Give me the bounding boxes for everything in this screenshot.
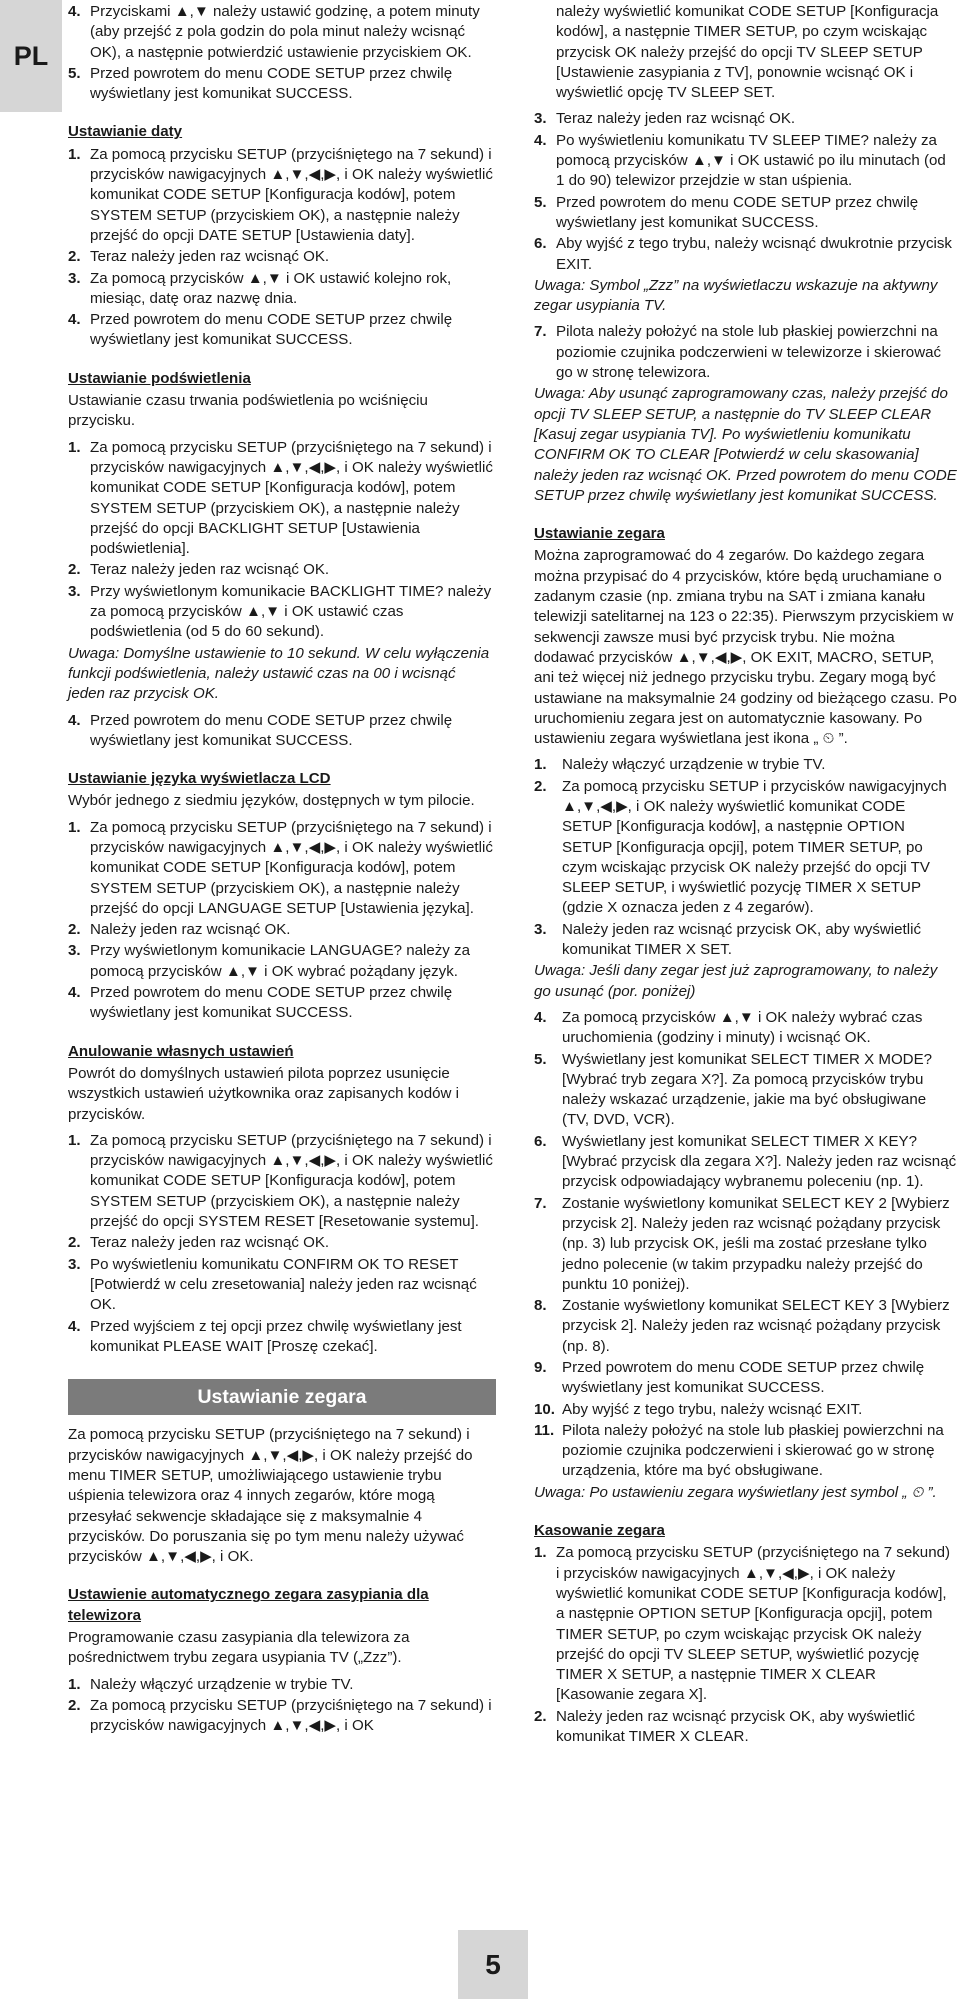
list-item [534, 1358, 957, 1399]
list-item [534, 234, 957, 275]
left-column [68, 2, 496, 1738]
list-item [68, 983, 496, 1024]
step-number: 4. [68, 311, 81, 329]
step-text: Teraz należy jeden raz wcisnąć OK. [90, 561, 330, 579]
list-item [68, 711, 496, 752]
step-text: Należy włączyć urządzenie w trybie TV. [90, 1675, 354, 1693]
step-text: Teraz należy jeden raz wcisnąć OK. [90, 248, 330, 266]
section-heading-date: Ustawianie daty [68, 123, 183, 141]
list-item [68, 1696, 496, 1737]
list-item [534, 322, 957, 383]
step-number: 7. [534, 1194, 547, 1212]
list-item [534, 131, 957, 192]
list-item [68, 941, 496, 982]
step-text: Przed powrotem do menu CODE SETUP przez chwilę wyświetlany jest komunikat SUCCESS. [90, 311, 453, 349]
step-text: Przed powrotem do menu CODE SETUP przez chwilę wyświetlany jest komunikat SUCCESS. [90, 984, 453, 1022]
note-text: Uwaga: Symbol „Zzz” na wyświetlaczu wskazuje na aktywny zegar usypiania TV. [534, 276, 938, 315]
list-item [68, 1317, 496, 1358]
step-number: 3. [68, 942, 81, 960]
step-text: Należy jeden raz wcisnąć przycisk OK, aby wyświetlić komunikat TIMER X SET. [562, 920, 922, 959]
sleep-steps [68, 1675, 496, 1737]
step-number: 2. [68, 561, 81, 579]
step-number: 1. [534, 756, 547, 774]
list-item [68, 582, 496, 643]
step-number: 2. [534, 1707, 547, 1725]
step-number: 11. [534, 1421, 555, 1439]
step-number: 1. [68, 145, 81, 163]
sleep-step-seven [534, 322, 957, 383]
step-number: 3. [68, 1255, 81, 1273]
list-item [68, 818, 496, 919]
timer-steps [534, 755, 957, 960]
step-number: 10. [534, 1400, 555, 1418]
right-column [534, 2, 957, 1748]
step-text: Pilota należy położyć na stole lub płaskiej powierzchni na poziomie czujnika podczerwieni w telewizorze i skierować go w stronę telewizora. [556, 323, 942, 382]
step-number: 2. [68, 1696, 81, 1714]
step-text: Za pomocą przycisków ▲,▼ i OK należy wybrać czas uruchomienia (godziny i minuty) i wcisnąć OK. [562, 1008, 923, 1047]
step-text: Należy jeden raz wcisnąć OK. [90, 921, 291, 939]
section-heading-clear: Kasowanie zegara [534, 1522, 665, 1540]
step-text: Przyciskami ▲,▼ należy ustawić godzinę, a potem minuty (aby przejść z pola godzin do pola minut należy wcisnąć OK), a następnie potwierdzić ustawienie przyciskiem OK. [90, 3, 480, 61]
step-text: Po wyświetleniu komunikatu TV SLEEP TIME? należy za pomocą przycisków ▲,▼ i OK ustawić po ilu minutach (od 1 do 90) telewizor przejdzie w stan uśpienia. [556, 131, 946, 190]
step-number: 2. [534, 777, 547, 795]
step-text: Wyświetlany jest komunikat SELECT TIMER X KEY? [Wybrać przycisk dla zegara X?]. Należy jeden raz wcisnąć przycisk odpowiadający wybranemu poleceniu (np. 1). [562, 1132, 957, 1191]
reset-steps [68, 1131, 496, 1357]
step-number: 4. [534, 1008, 547, 1026]
backlight-steps [68, 438, 496, 643]
step-number: 4. [68, 984, 81, 1002]
backlight-steps-final [68, 711, 496, 752]
step-number: 8. [534, 1297, 547, 1315]
section-heading-language: Ustawianie języka wyświetlacza LCD [68, 770, 331, 788]
step-text: Należy włączyć urządzenie w trybie TV. [562, 756, 826, 774]
timer-steps-2 [534, 1008, 957, 1482]
list-item [68, 1675, 496, 1695]
list-item [534, 1194, 957, 1295]
step-text: Za pomocą przycisku SETUP (przyciśniętego na 7 sekund) i przycisków nawigacyjnych ▲,▼,◀,▶, i OK [90, 1696, 492, 1735]
clock-intro: Za pomocą przycisku SETUP (przyciśniętego na 7 sekund) i przycisków nawigacyjnych ▲,▼,◀,▶, i OK należy przejść do menu TIMER SETUP, umożliwiającego ustawienie trybu uśpienia telewizora oraz 4 innych zegarów, które mogą przesyłać sekwencje składające się z maksymalnie 4 przycisków. Do poruszania się po tym menu należy używać przycisków ▲,▼,◀,▶, i OK. [68, 1426, 473, 1566]
step-number: 1. [68, 1675, 81, 1693]
language-tab [0, 0, 62, 112]
list-item [534, 1543, 957, 1705]
step-text: Przy wyświetlonym komunikacie LANGUAGE? należy za pomocą przycisków ▲,▼ i OK wybrać pożądany język. [90, 942, 470, 980]
step-text: Za pomocą przycisku SETUP i przycisków nawigacyjnych ▲,▼,◀,▶, i OK należy wyświetlić komunikat CODE SETUP [Konfiguracja kodów], a następnie OPTION SETUP [Konfiguracja opcji], potem TIMER SETUP, po czym wciskając przycisk OK należy przejść do opcji TV SLEEP SETUP, i wyświetlić pozycję TIMER X SETUP (gdzie X oznacza jeden z 4 zegarów). [562, 777, 947, 917]
section-heading-timer: Ustawianie zegara [534, 525, 665, 543]
step-text: Za pomocą przycisku SETUP (przyciśniętego na 7 sekund) i przycisków nawigacyjnych ▲,▼,◀,▶, i OK należy wyświetlić komunikat CODE SETUP [Konfiguracja kodów], potem SYSTEM SETUP (przyciskiem OK), a następnie należy przejść do opcji SYSTEM RESET [Resetowanie systemu]. [90, 1131, 493, 1231]
step-text: Zostanie wyświetlony komunikat SELECT KEY 3 [Wybierz przycisk 2]. Należy jeden raz wcisnąć pożądany przycisk (np. 8). [562, 1297, 950, 1355]
date-steps [68, 145, 496, 351]
step-text: Przed powrotem do menu CODE SETUP przez chwilę wyświetlany jest komunikat SUCCESS. [556, 193, 919, 231]
step-text: Teraz należy jeden raz wcisnąć OK. [90, 1234, 330, 1252]
step-text: Za pomocą przycisku SETUP (przyciśniętego na 7 sekund) i przycisków nawigacyjnych ▲,▼,◀,▶, i OK należy wyświetlić komunikat CODE SETUP [Konfiguracja kodów], a następnie OPTION SETUP [Konfiguracja opcji], potem TIMER SETUP, po czym wciskając przycisk OK należy przejść do opcji TV SLEEP SETUP, wyświetlić pozycję TIMER X SETUP, a następnie TIMER X CLEAR [Kasowanie zegara X]. [556, 1544, 951, 1704]
step-number: 6. [534, 1132, 547, 1150]
step-number: 2. [68, 248, 81, 266]
section-intro: Powrót do domyślnych ustawień pilota poprzez usunięcie wszystkich ustawień użytkownika oraz zapisanych kodów i przycisków. [68, 1064, 459, 1123]
section-intro: Ustawianie czasu trwania podświetlenia po wciśnięciu przycisku. [68, 392, 428, 430]
step-text: Aby wyjść z tego trybu, należy wcisnąć dwukrotnie przycisk EXIT. [556, 235, 952, 273]
list-item [534, 1132, 957, 1193]
list-item [534, 109, 957, 129]
step-text: Przy wyświetlonym komunikacie BACKLIGHT TIME? należy za pomocą przycisków ▲,▼ i OK ustawić czas podświetlenia (od 5 do 60 sekund). [90, 582, 492, 641]
step-text: Po wyświetleniu komunikatu CONFIRM OK TO RESET [Potwierdź w celu zresetowania] należy jeden raz wcisnąć OK. [90, 1255, 477, 1314]
step-number: 3. [534, 110, 547, 128]
step-number: 6. [534, 235, 547, 253]
list-item [68, 1255, 496, 1316]
list-item [534, 777, 957, 919]
list-item [534, 1421, 957, 1482]
language-tab-label: PL [13, 40, 49, 71]
step-number: 2. [68, 921, 81, 939]
step-text: Przed powrotem do menu CODE SETUP przez chwilę wyświetlany jest komunikat SUCCESS. [562, 1359, 925, 1397]
step-number: 1. [534, 1544, 547, 1562]
section-heading-sleep: Ustawienie automatycznego zegara zasypiania dla telewizora [68, 1586, 429, 1624]
sleep-steps-continued [534, 109, 957, 274]
step-text: Za pomocą przycisku SETUP (przyciśniętego na 7 sekund) i przycisków nawigacyjnych ▲,▼,◀,▶, i OK należy wyświetlić komunikat CODE SETUP [Konfiguracja kodów], potem SYSTEM SETUP (przyciskiem OK), a następnie należy przejść do opcji BACKLIGHT SETUP [Ustawienia podświetlenia]. [90, 438, 493, 558]
note-text: Uwaga: Aby usunąć zaprogramowany czas, należy przejść do opcji TV SLEEP SETUP, a następnie do TV SLEEP CLEAR [Kasuj zegar usypiania TV]. Po wyświetleniu komunikatu CONFIRM OK TO CLEAR [Potwierdź w celu skasowania] należy jeden raz wcisnąć OK. Przed powrotem do menu CODE SETUP przez chwilę wyświetlany jest komunikat SUCCESS. [534, 385, 957, 504]
step-text: Teraz należy jeden raz wcisnąć OK. [556, 110, 796, 128]
list-item [68, 247, 496, 267]
step-number: 5. [68, 64, 81, 82]
section-intro: Można zaprogramować do 4 zegarów. Do każdego zegara można przypisać do 4 przycisków, które będą uruchamiane o zadanym czasie (np. zmiana trybu na SAT i zmiana kanału telewizji satelitarnej na 123 o 22:35). Pierwszym przyciskiem w sekwencji zawsze musi być przycisk trybu. Nie można dodawać przycisków ▲,▼,◀,▶, OK EXIT, MACRO, SETUP, ani też więcej niż jednego przycisku trybu. Zegary mogą być ustawiane na maksymalnie 24 godziny od bieżącego czasu. Po uruchomieniu zegara jest on automatycznie kasowany. Po ustawieniu zegara wyświetlana jest ikona „ ⏲ ”. [534, 547, 957, 748]
page-number: 5 [485, 1948, 501, 1980]
language-steps [68, 818, 496, 1024]
clear-steps [534, 1543, 957, 1747]
section-heading-reset: Anulowanie własnych ustawień [68, 1042, 294, 1060]
sleep-step-continued: należy wyświetlić komunikat CODE SETUP [Konfiguracja kodów], a następnie TIMER SETUP, po czym wciskając przycisk OK należy przejść do opcji TV SLEEP SETUP [Ustawienie zasypiania z TV], ponownie wcisnąć OK i wyświetlić opcję TV SLEEP SET. [556, 3, 939, 102]
list-item [534, 1050, 957, 1131]
step-number: 5. [534, 193, 547, 211]
step-number: 4. [68, 3, 81, 20]
step-number: 1. [68, 818, 81, 836]
section-intro: Programowanie czasu zasypiania dla telewizora za pośrednictwem trybu zegara usypiania TV („Zzz”). [68, 1629, 410, 1667]
page-number-box [458, 1930, 528, 1999]
step-text: Za pomocą przycisku SETUP (przyciśniętego na 7 sekund) i przycisków nawigacyjnych ▲,▼,◀,▶, i OK należy wyświetlić komunikat CODE SETUP [Konfiguracja kodów], potem SYSTEM SETUP (przyciskiem OK), a następnie należy przejść do opcji LANGUAGE SETUP [Ustawienia języka]. [90, 818, 493, 917]
step-text: Przed wyjściem z tej opcji przez chwilę wyświetlany jest komunikat PLEASE WAIT [Proszę czekać]. [90, 1317, 462, 1355]
list-item [534, 193, 957, 234]
step-text: Pilota należy położyć na stole lub płaskiej powierzchni na poziomie czujnika podczerwieni i skierować go w stronę urządzenia, które ma być obsługiwane. [562, 1421, 944, 1480]
list-item [68, 310, 496, 351]
step-number: 1. [68, 1131, 81, 1149]
list-item [68, 145, 496, 246]
list-item [534, 1707, 957, 1748]
step-text: Przed powrotem do menu CODE SETUP przez chwilę wyświetlany jest komunikat SUCCESS. [90, 711, 453, 749]
time-steps-continued [68, 2, 496, 104]
step-text: Zostanie wyświetlony komunikat SELECT KEY 2 [Wybierz przycisk 2]. Należy jeden raz wcisnąć pożądany przycisk (np. 3) lub przycisk OK, jeśli ma zostać przesłane tylko jedno polecenie (w takim przypadku należy przejść do punktu 10 poniżej). [562, 1194, 950, 1293]
list-item [68, 1131, 496, 1232]
step-number: 4. [534, 131, 547, 149]
step-number: 4. [68, 1317, 81, 1335]
step-number: 9. [534, 1359, 547, 1376]
list-item [534, 1400, 957, 1420]
list-item [68, 1233, 496, 1253]
list-item [534, 755, 957, 775]
step-text: Aby wyjść z tego trybu, należy wcisnąć EXIT. [562, 1400, 863, 1418]
list-item [68, 269, 496, 310]
step-number: 2. [68, 1234, 81, 1252]
step-number: 5. [534, 1050, 547, 1068]
step-number: 1. [68, 438, 81, 456]
list-item [68, 560, 496, 580]
step-text: Należy jeden raz wcisnąć przycisk OK, aby wyświetlić komunikat TIMER X CLEAR. [556, 1707, 916, 1746]
section-heading-backlight: Ustawianie podświetlenia [68, 369, 251, 387]
note-text: Uwaga: Jeśli dany zegar jest już zaprogramowany, to należy go usunąć (por. poniżej) [534, 962, 938, 1000]
list-item [68, 438, 496, 560]
step-number: 3. [534, 920, 547, 938]
step-text: Za pomocą przycisków ▲,▼ i OK ustawić kolejno rok, miesiąc, datę oraz nazwę dnia. [90, 269, 452, 307]
note-text: Uwaga: Po ustawieniu zegara wyświetlany jest symbol „ ⏲ ”. [534, 1483, 937, 1501]
list-item [68, 920, 496, 940]
list-item [534, 1296, 957, 1357]
step-text: Przed powrotem do menu CODE SETUP przez chwilę wyświetlany jest komunikat SUCCESS. [90, 64, 453, 103]
list-item [68, 64, 496, 105]
section-intro: Wybór jednego z siedmiu języków, dostępnych w tym pilocie. [68, 792, 475, 810]
step-text: Za pomocą przycisku SETUP (przyciśniętego na 7 sekund) i przycisków nawigacyjnych ▲,▼,◀,▶, i OK należy wyświetlić komunikat CODE SETUP [Konfiguracja kodów], potem SYSTEM SETUP (przyciskiem OK), a następnie należy przejść do opcji DATE SETUP [Ustawienia daty]. [90, 145, 493, 244]
list-item [534, 920, 957, 961]
step-number: 7. [534, 323, 547, 341]
list-item [68, 2, 496, 63]
list-item [534, 1008, 957, 1049]
note-text: Uwaga: Domyślne ustawienie to 10 sekund. W celu wyłączenia funkcji podświetlenia, należy ustawić czas na 00 i wcisnąć jeden raz przycisk OK. [68, 644, 490, 703]
step-number: 3. [68, 582, 81, 600]
step-number: 4. [68, 711, 81, 729]
step-number: 3. [68, 269, 81, 287]
step-text: Wyświetlany jest komunikat SELECT TIMER X MODE? [Wybrać tryb zegara X?]. Za pomocą przycisków trybu należy wskazać urządzenie, jakie ma być obsługiwane (TV, DVD, VCR). [562, 1050, 933, 1129]
clock-section-banner: Ustawianie zegara [68, 1379, 496, 1415]
